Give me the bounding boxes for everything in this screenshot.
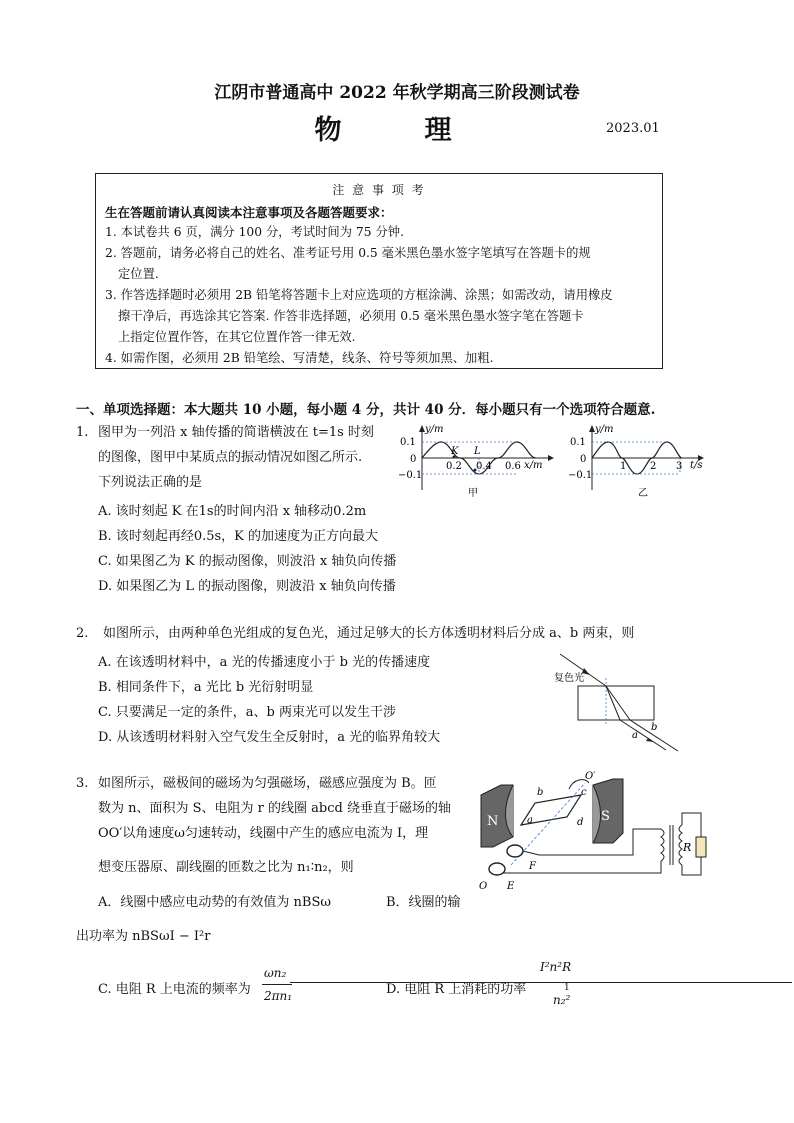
q3-stem-line: 想变压器原、副线圈的匝数之比为 n₁∶n₂，则 bbox=[98, 860, 354, 875]
ray-b-label: b bbox=[651, 722, 658, 733]
t-tick: 2 bbox=[650, 461, 657, 472]
y-tick: 0.1 bbox=[400, 437, 416, 448]
wave-graph-a bbox=[398, 420, 558, 500]
question-number: 2. bbox=[76, 626, 89, 641]
y-axis-label: y/m bbox=[595, 424, 614, 435]
fraction-bar bbox=[290, 982, 792, 983]
q3-stem-line: 如图所示，磁极间的磁场为匀强磁场，磁感应强度为 B。匝 bbox=[98, 776, 437, 791]
notice-item: 4. 如需作图，必须用 2B 铅笔绘、写清楚，线条、符号等须加黑、加粗. bbox=[105, 351, 494, 365]
notice-heading: 生在答题前请认真阅读本注意事项及各题答题要求： bbox=[105, 205, 393, 220]
coil-c-label: c bbox=[581, 787, 587, 798]
refraction-figure bbox=[548, 650, 688, 755]
x-tick: 0.6 bbox=[505, 461, 521, 472]
light-label: 复色光 bbox=[554, 673, 584, 684]
notice-item: 1. 本试卷共 6 页，满分 100 分，考试时间为 75 分钟. bbox=[105, 225, 404, 239]
q1-option-c: C. 如果图乙为 K 的振动图像，则波沿 x 轴负向传播 bbox=[98, 554, 397, 569]
question-number: 3. bbox=[76, 776, 89, 791]
generator-figure bbox=[473, 765, 723, 895]
brush-f-label: F bbox=[529, 861, 536, 872]
exit-ray-a bbox=[620, 720, 666, 750]
n-label: N bbox=[487, 814, 499, 829]
q2-stem: 如图所示，由两种单色光组成的复色光，通过足够大的长方体透明材料后分成 a、b 两束，则 bbox=[103, 626, 635, 641]
graph-caption: 乙 bbox=[638, 488, 648, 499]
q1-stem-line: 下列说法正确的是 bbox=[98, 475, 203, 490]
q3-option-b-cont: 出功率为 nBSωI − I²r bbox=[76, 929, 211, 944]
y-tick: 0.1 bbox=[570, 437, 586, 448]
axis-o-label: O bbox=[479, 881, 488, 892]
resistor bbox=[696, 837, 706, 857]
secondary-coil bbox=[679, 825, 682, 865]
wire bbox=[523, 829, 661, 855]
y-tick: −0.1 bbox=[398, 470, 423, 481]
q1-stem-line: 的图像，图甲中某质点的振动情况如图乙所示. bbox=[98, 450, 363, 465]
q2-option-d: D. 从该透明材料射入空气发生全反射时，a 光的临界角较大 bbox=[98, 730, 441, 745]
axis-o2-label: O′ bbox=[585, 771, 596, 782]
fraction-denominator: 2πn₁ bbox=[264, 989, 293, 1003]
notice-item: 上指定位置作答，在其它位置作答一律无效. bbox=[118, 330, 356, 344]
section-heading: 一、单项选择题：本大题共 10 小题，每小题 4 分，共计 40 分．每小题只有一个选项符合题意. bbox=[76, 402, 656, 418]
x-axis-label: x/m bbox=[524, 460, 543, 471]
notice-item: 定位置. bbox=[118, 267, 159, 281]
fraction-subscript: 1 bbox=[564, 983, 570, 993]
slip-ring bbox=[507, 845, 523, 857]
graph-caption: 甲 bbox=[468, 488, 478, 499]
notice-item: 擦干净后，再选涂其它答案. 作答非选择题，必须用 0.5 毫米黑色墨水签字笔在答题卡 bbox=[118, 309, 584, 323]
question-number: 1. bbox=[76, 425, 89, 440]
wave-graph-b bbox=[568, 420, 728, 500]
q1-option-b: B. 该时刻起再经0.5s，K 的加速度为正方向最大 bbox=[98, 529, 379, 544]
x-tick: 0.2 bbox=[446, 461, 462, 472]
q2-option-a: A. 在该透明材料中，a 光的传播速度小于 b 光的传播速度 bbox=[98, 655, 431, 670]
y-tick: 0 bbox=[580, 454, 587, 465]
t-axis-label: t/s bbox=[690, 460, 703, 471]
fraction-denominator: n₂² bbox=[553, 993, 571, 1007]
notice-box bbox=[95, 173, 663, 369]
ray-arrow bbox=[646, 738, 654, 742]
q3-stem-line: 数为 n、面积为 S、电阻为 r 的线圈 abcd 绕垂直于磁场的轴 bbox=[98, 801, 451, 816]
q2-option-b: B. 相同条件下，a 光比 b 光衍射明显 bbox=[98, 680, 314, 695]
exam-title: 江阴市普通高中 2022 年秋学期高三阶段测试卷 bbox=[214, 83, 580, 103]
notice-title: 注 意 事 项 考 bbox=[332, 183, 426, 197]
coil-a-label: a bbox=[527, 815, 533, 826]
coil-b-label: b bbox=[537, 787, 544, 798]
x-axis-arrow bbox=[548, 455, 554, 461]
q3-option-c: C. 电阻 R 上电流的频率为 bbox=[98, 982, 251, 997]
subject-title: 物 理 bbox=[314, 115, 480, 146]
fraction-bar bbox=[262, 984, 292, 985]
y-axis-label: y/m bbox=[425, 424, 444, 435]
exam-date: 2023.01 bbox=[606, 121, 660, 136]
q3-stem-line: OO′以角速度ω匀速转动，线圈中产生的感应电流为 I，理 bbox=[98, 826, 429, 841]
wire bbox=[682, 855, 701, 875]
q1-stem-line: 图甲为一列沿 x 轴传播的简谐横波在 t=1s 时刻 bbox=[98, 425, 374, 440]
x-tick: 0.4 bbox=[476, 461, 492, 472]
resistor-label: R bbox=[683, 841, 692, 854]
ray-a-label: a bbox=[632, 730, 638, 741]
notice-item: 2. 答题前，请务必将自己的姓名、准考证号用 0.5 毫米黑色墨水签字笔填写在答题卡的规 bbox=[105, 246, 591, 260]
primary-coil bbox=[661, 829, 664, 861]
point-k-label: K bbox=[451, 446, 459, 457]
coil-d-label: d bbox=[577, 817, 584, 828]
wire bbox=[503, 861, 661, 873]
slip-ring bbox=[489, 863, 505, 875]
fraction-numerator: I²n²R bbox=[540, 960, 572, 974]
brush-e-label: E bbox=[507, 881, 515, 892]
s-label: S bbox=[601, 809, 610, 824]
wire bbox=[682, 813, 701, 837]
t-tick: 3 bbox=[676, 461, 683, 472]
q3-option-a: A．线圈中感应电动势的有效值为 nBSω bbox=[98, 895, 331, 910]
notice-item: 3. 作答选择题时必须用 2B 铅笔将答题卡上对应选项的方框涂满、涂黑；如需改动，请用橡皮 bbox=[105, 288, 613, 302]
y-tick: 0 bbox=[410, 454, 417, 465]
transparent-block bbox=[578, 686, 654, 720]
t-tick: 1 bbox=[620, 461, 627, 472]
q3-option-b: B．线圈的输 bbox=[386, 895, 461, 910]
q1-option-a: A. 该时刻起 K 在1s的时间内沿 x 轴移动0.2m bbox=[98, 504, 367, 519]
q3-option-d: D. 电阻 R 上消耗的功率 bbox=[386, 982, 527, 997]
q2-option-c: C. 只要满足一定的条件，a、b 两束光可以发生干涉 bbox=[98, 705, 396, 720]
y-tick: −0.1 bbox=[568, 470, 593, 481]
point-l-label: L bbox=[474, 446, 481, 457]
fraction-numerator: ωn₂ bbox=[264, 966, 287, 980]
q1-option-d: D. 如果图乙为 L 的振动图像，则波沿 x 轴负向传播 bbox=[98, 579, 396, 594]
